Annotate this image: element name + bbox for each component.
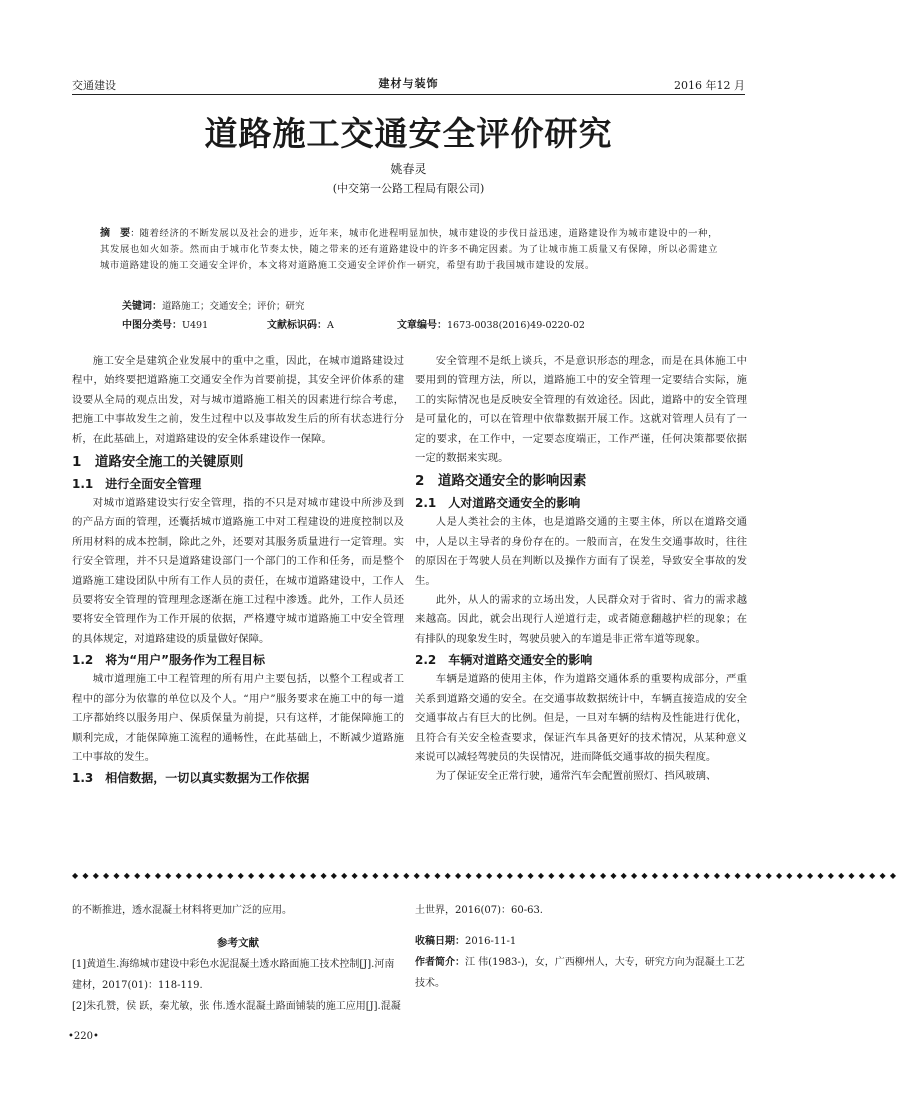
footer-left bbox=[72, 900, 404, 1017]
right-column bbox=[415, 352, 747, 787]
abstract-colon: ： bbox=[130, 228, 140, 239]
journal-name: 建材与装饰 bbox=[378, 77, 439, 90]
clc-colon: ： bbox=[172, 320, 182, 331]
clc-label: 中图分类号 bbox=[122, 320, 172, 331]
section-2-1-heading: 2.1 人对道路交通安全的影响 bbox=[415, 496, 581, 511]
author-affiliation: (中交第一公路工程局有限公司) bbox=[332, 182, 485, 195]
received-value: 2016-11-1 bbox=[465, 936, 517, 947]
section-1-3-paragraph: 安全管理不是纸上谈兵，不是意识形态的理念，而是在具体施工中要用到的管理方法，所以，道路施工中的安全管理一定要结合实际，施工的实际情况也是反映安全管理的有效途径。因此，道路中的安全管理是可量化的，可以在管理中依靠数据开展工作。这就对管理人员有了一定的要求，在工作中，一定要态度端正，工作严谨，任何决策都要依据一定的数据来实现。 bbox=[415, 355, 747, 465]
article-number bbox=[397, 316, 585, 331]
section-1-1-paragraph: 对城市道路建设实行安全管理，指的不只是对城市建设中所涉及到的产品方面的管理，还囊括城市道路施工中对工程建设的进度控制以及所用材料的成本控制，除此之外，还要对其服务质量进行一定管理。实行安全管理，并不只是道路建设部门一个部门的工作和任务，而是整个道路施工建设团队中所有工作人员的责任，在城市道路建设中，工作人员要将安全管理的管理理念逐渐在施工过程中渗透。此外，工作人员还要将安全管理作为工作开展的依据，严格遵守城市道路施工中安全管理的具体规定，对道路建设的质量做好保障。 bbox=[72, 497, 404, 645]
doc-label: 文献标识码 bbox=[267, 320, 317, 331]
section-1-heading: 1 道路安全施工的关键原则 bbox=[72, 454, 244, 471]
abstract-text: 随着经济的不断发展以及社会的进步，近年来，城市化进程明显加快，城市建设的步伐日益迅速，道路建设作为城市建设中的一种，其发展也如火如荼。然而由于城市化节奏太快，随之带来的还有道路建设中的许多不确定因素。为了让城市施工质量又有保障，所以必需建立城市道路建设的施工交通安全评价，本文将对道路施工交通安全评价作一研究，希望有助于我国城市建设的发展。 bbox=[100, 228, 718, 271]
received-label: 收稿日期 bbox=[415, 936, 455, 947]
section-1-2-paragraph: 城市道理施工中工程管理的所有用户主要包括，以整个工程或者工程中的部分为依靠的单位以及个人。“用户”服务要求在施工中的每一道工序都始终以服务用户、保质保量为前提，只有这样，才能保障施工的顺利完成，才能保障施工流程的通畅性，在此基础上，不断减少道路施工中事故的发生。 bbox=[72, 673, 404, 763]
page-number: •220• bbox=[68, 1031, 99, 1042]
keywords-text: 道路施工；交通安全；评价；研究 bbox=[162, 301, 305, 312]
art-value: 1673-0038(2016)49-0220-02 bbox=[447, 320, 585, 331]
reference-item: [1]黄道生.海绵城市建设中彩色水泥混凝土透水路面施工技术控制[J].河南建材，2017(01)：118-119. bbox=[72, 959, 395, 991]
section-2-1-paragraph-b: 此外，从人的需求的立场出发，人民群众对于省时、省力的需求越来越高。因此，就会出现行人逆道行走，或者随意翻越护栏的现象；在有排队的现象发生时，驾驶员驶入的车道是非正常车道等现象。 bbox=[415, 594, 747, 645]
paper-author: 姚春灵 bbox=[390, 162, 427, 176]
author-bio-label: 作者简介 bbox=[415, 957, 455, 968]
paper-title: 道路施工交通安全评价研究 bbox=[204, 114, 613, 153]
header-date: 2016 年12 月 bbox=[674, 79, 745, 92]
clc-value: U491 bbox=[182, 320, 209, 331]
section-1-2-heading: 1.2 将为“用户”服务作为工程目标 bbox=[72, 653, 266, 668]
art-colon: ： bbox=[437, 320, 447, 331]
received-date bbox=[415, 931, 747, 952]
clc-number bbox=[122, 316, 208, 331]
header-section: 交通建设 bbox=[72, 79, 116, 92]
intro-paragraph: 施工安全是建筑企业发展中的重中之重，因此，在城市道路建设过程中，始终要把道路施工交通安全作为首要前提，其安全评价体系的建设要从全局的观点出发，对与城市道路施工相关的因素进行综合考虑，把施工中事故发生之前，发生过程中以及事故发生后的所有状态进行分析，在此基础上，对道路建设的安全体系建设作一保障。 bbox=[72, 355, 404, 445]
keywords-colon: ： bbox=[152, 301, 162, 312]
footer-right bbox=[415, 900, 747, 994]
doc-value: A bbox=[327, 320, 334, 331]
section-2-2-heading: 2.2 车辆对道路交通安全的影响 bbox=[415, 653, 593, 668]
continued-text: 的不断推进，透水混凝土材料将更加广泛的应用。 bbox=[72, 905, 292, 916]
reference-item: [2]朱孔赞，侯 跃，秦尤敏，张 伟.透水混凝土路面铺装的施工应用[J].混凝 bbox=[72, 1001, 401, 1012]
document-code bbox=[267, 316, 334, 331]
author-bio-text: 江 伟(1983-)，女，广西柳州人，大专，研究方向为混凝土工艺技术。 bbox=[415, 957, 745, 989]
keywords-label: 关键词 bbox=[122, 301, 152, 312]
section-2-1-paragraph-a: 人是人类社会的主体，也是道路交通的主要主体，所以在道路交通中，人是以主导者的身份存在的。一般而言，在发生交通事故时，往往的原因在于驾驶人员在判断以及操作方面有了误差，导致安全事故的发生。 bbox=[415, 516, 747, 587]
section-2-2-paragraph-b: 为了保证安全正常行驶，通常汽车会配置前照灯、挡风玻璃、 bbox=[435, 770, 717, 783]
reference-continued: 土世界，2016(07)：60-63. bbox=[415, 905, 543, 916]
abstract bbox=[100, 226, 718, 274]
abstract-label: 摘 要 bbox=[100, 228, 131, 239]
doc-colon: ： bbox=[317, 320, 327, 331]
header-rule bbox=[72, 94, 745, 95]
section-2-2-paragraph-a: 车辆是道路的使用主体，作为道路交通体系的重要构成部分，严重关系到道路交通的安全。在交通事故数据统计中，车辆直接造成的安全交通事故占有巨大的比例。但是，一旦对车辆的结构及性能进行优化，且符合有关安全检查要求，保证汽车具备更好的技术情况，从某种意义来说可以减轻驾驶员的失误情况，进而降低交通事故的损失程度。 bbox=[415, 673, 747, 763]
art-label: 文章编号 bbox=[397, 320, 437, 331]
diamond-separator: ◆◆◆◆◆◆◆◆◆◆◆◆◆◆◆◆◆◆◆◆◆◆◆◆◆◆◆◆◆◆◆◆◆◆◆◆◆◆◆◆◆◆◆◆◆◆◆◆◆◆◆◆◆◆◆◆◆◆◆◆◆◆◆◆◆◆◆◆◆◆◆◆◆◆◆◆◆◆◆◆ bbox=[72, 871, 900, 880]
section-1-3-heading: 1.3 相信数据，一切以真实数据为工作依据 bbox=[72, 771, 310, 786]
author-bio-colon: ： bbox=[455, 957, 465, 968]
references-title: 参考文献 bbox=[217, 937, 259, 949]
section-1-1-heading: 1.1 进行全面安全管理 bbox=[72, 477, 202, 492]
left-column bbox=[72, 352, 404, 788]
section-2-heading: 2 道路交通安全的影响因素 bbox=[415, 473, 587, 490]
keywords bbox=[122, 297, 722, 312]
received-colon: ： bbox=[455, 936, 465, 947]
author-bio bbox=[415, 952, 747, 994]
